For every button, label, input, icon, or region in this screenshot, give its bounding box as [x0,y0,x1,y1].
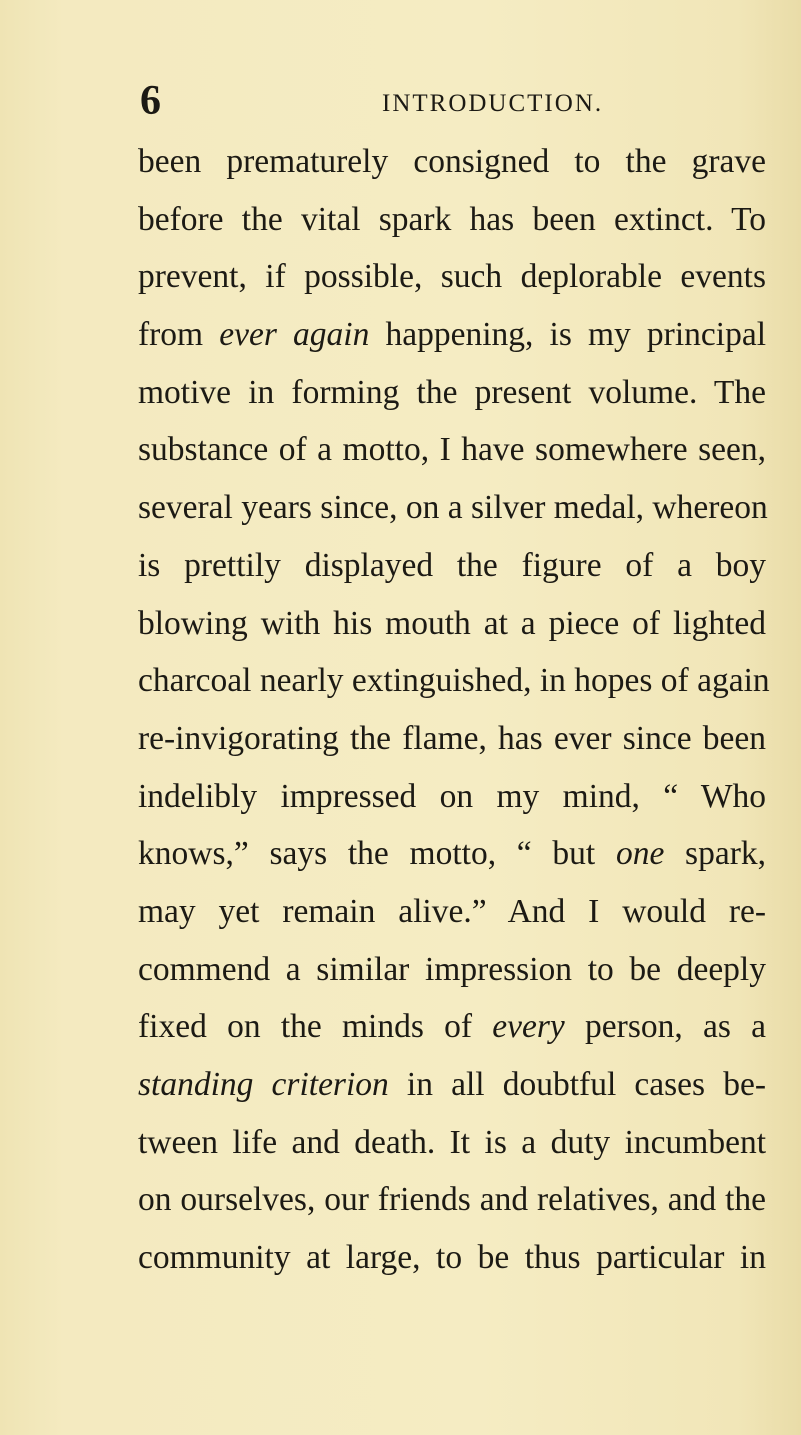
text-run: on ourselves, our friends and relatives, and the [138,1181,766,1219]
text-run: indelibly impressed on my mind, “ Who [138,777,766,815]
text-line [138,941,766,999]
text-run: substance of a motto, I have somewhere seen, [138,431,766,469]
text-run: re-invigorating the flame, has ever since been [138,719,766,757]
text-line [138,768,766,826]
text-line [138,248,766,306]
text-line [138,883,766,941]
italic-text-run: one [615,835,665,873]
text-run: may yet remain alive.” And I would re- [138,892,766,930]
italic-text-run: criterion [271,1066,389,1103]
text-run: been prematurely consigned to the grave [138,143,766,180]
text-line [138,191,766,249]
text-run: person, as a [564,1008,766,1046]
italic-text-run: every [492,1008,565,1046]
text-line [138,421,766,479]
text-line [138,479,766,537]
text-run: charcoal nearly extinguished, in hopes of again [138,662,770,700]
text-line [138,1114,766,1172]
text-line [138,710,766,768]
page-header [140,76,760,126]
text-run: commend a similar impression to be deeply [138,950,766,988]
text-run: several years since, on a silver medal, whereon [138,489,768,527]
page-number: 6 [140,78,161,124]
text-run: motive in forming the present volume. The [138,373,766,411]
body-text [138,133,770,1287]
text-run: community at large, to be thus particular in [138,1239,766,1277]
text-run: is prettily displayed the figure of a boy [138,546,766,584]
text-line [138,1056,766,1114]
text-line [138,306,766,364]
text-run: happening, is my principal [369,316,767,354]
text-line [138,537,766,595]
text-line [138,595,766,653]
italic-text-run: ever again [219,316,370,354]
text-run [253,1066,271,1103]
text-line [138,652,770,710]
text-run: spark, [664,835,766,873]
text-line [138,364,766,422]
text-line [138,1229,766,1287]
italic-text-run: standing [138,1066,254,1103]
text-run: fixed on the minds of [138,1008,493,1046]
text-run: in all doubtful cases be- [388,1066,766,1103]
text-line [138,133,766,191]
text-run: from [138,316,220,354]
text-run: blowing with his mouth at a piece of lighted [138,604,766,642]
text-run: before the vital spark has been extinct. To [138,200,766,238]
text-run: knows,” says the motto, “ but [138,835,616,873]
text-line [138,1171,766,1229]
text-run: tween life and death. It is a duty incumbent [138,1123,766,1161]
text-line [138,998,766,1056]
text-line [138,825,766,883]
text-run: prevent, if possible, such deplorable events [138,258,766,296]
running-head: INTRODUCTION. [382,90,604,117]
